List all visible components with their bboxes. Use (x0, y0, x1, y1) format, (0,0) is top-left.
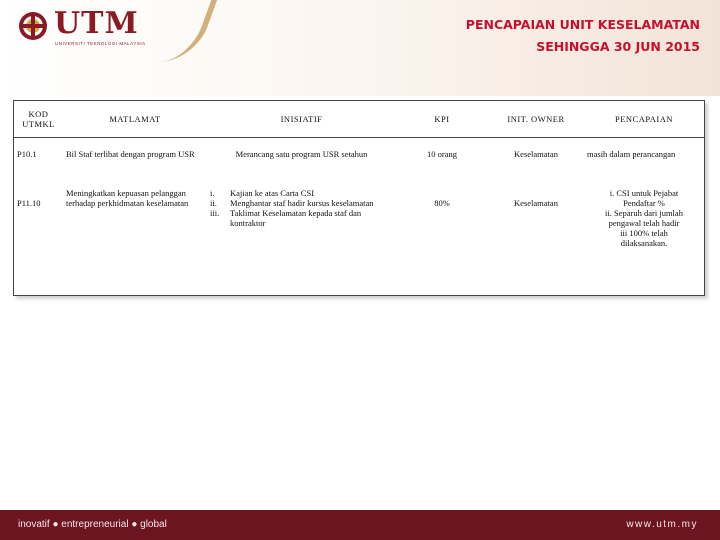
achievement-table-container (13, 100, 705, 296)
header-owner: INIT. OWNER (507, 114, 565, 124)
header-kpi: KPI (434, 114, 450, 124)
table-row (14, 183, 704, 248)
header-inisiatif: INISIATIF (280, 114, 323, 124)
header-kod (14, 101, 63, 138)
cell-kod: P11.10 (17, 198, 41, 208)
list-item (210, 198, 393, 208)
cell-inisiatif: Merancang satu program USR setahun (235, 149, 368, 159)
footer-url: www.utm.my (626, 519, 698, 530)
cell-pencapaian: masih dalam perancangan (587, 149, 676, 159)
achievement-table (14, 101, 704, 248)
initiative-list (210, 188, 393, 228)
footer-bar (0, 510, 720, 540)
table-header-row (14, 101, 704, 138)
initiative-number: iii. (210, 208, 220, 218)
logo-subtitle: UNIVERSITI TEKNOLOGI MALAYSIA (55, 41, 146, 46)
achievement-line: dilaksanakan. (620, 238, 668, 248)
cell-matlamat: Bil Staf terlibat dengan program USR (66, 149, 195, 159)
achievement-line: iii 100% telah (620, 228, 668, 238)
list-item (210, 188, 393, 198)
achievement-line: i. CSI untuk Pejabat (609, 188, 679, 198)
header-banner (0, 0, 720, 96)
achievement-line: pengawal telah hadir (608, 218, 680, 228)
header-matlamat: MATLAMAT (109, 114, 161, 124)
initiative-text: Kajian ke atas Carta CSI (230, 188, 315, 198)
header-pencapaian: PENCAPAIAN (614, 114, 674, 124)
cell-kod: P10.1 (17, 149, 37, 159)
utm-crest-icon (18, 10, 48, 42)
utm-logo (18, 8, 178, 48)
logo-wordmark: UTM (54, 6, 139, 41)
header-kod-line2: UTMKL (22, 119, 55, 129)
list-item (210, 208, 393, 228)
initiative-number: ii. (210, 198, 217, 208)
header-kod-line1: KOD (28, 109, 49, 119)
page-title-line2: SEHINGGA 30 JUN 2015 (536, 39, 700, 54)
initiative-text: Taklimat Keselamatan kepada staf dan kontraktor (230, 208, 362, 228)
cell-owner: Keselamatan (514, 149, 558, 159)
initiative-number: i. (210, 188, 215, 198)
cell-kpi: 10 orang (427, 149, 457, 159)
cell-inisiatif (207, 183, 396, 248)
page-title (466, 14, 700, 58)
achievement-line: Pendaftar % (623, 198, 665, 208)
initiative-text: Menghantar staf hadir kursus keselamatan (230, 198, 374, 208)
page-title-line1: PENCAPAIAN UNIT KESELAMATAN (465, 17, 700, 32)
cell-matlamat: Meningkatkan kepuasan pelanggan terhadap perkhidmatan keselamatan (66, 188, 189, 208)
cell-kpi: 80% (434, 198, 450, 208)
footer-tagline: inovatif ● entrepreneurial ● global (18, 519, 167, 530)
table-row (14, 138, 704, 184)
cell-pencapaian (584, 183, 704, 248)
cell-owner: Keselamatan (514, 198, 558, 208)
achievement-line: ii. Separuh dari jumlah (605, 208, 683, 218)
